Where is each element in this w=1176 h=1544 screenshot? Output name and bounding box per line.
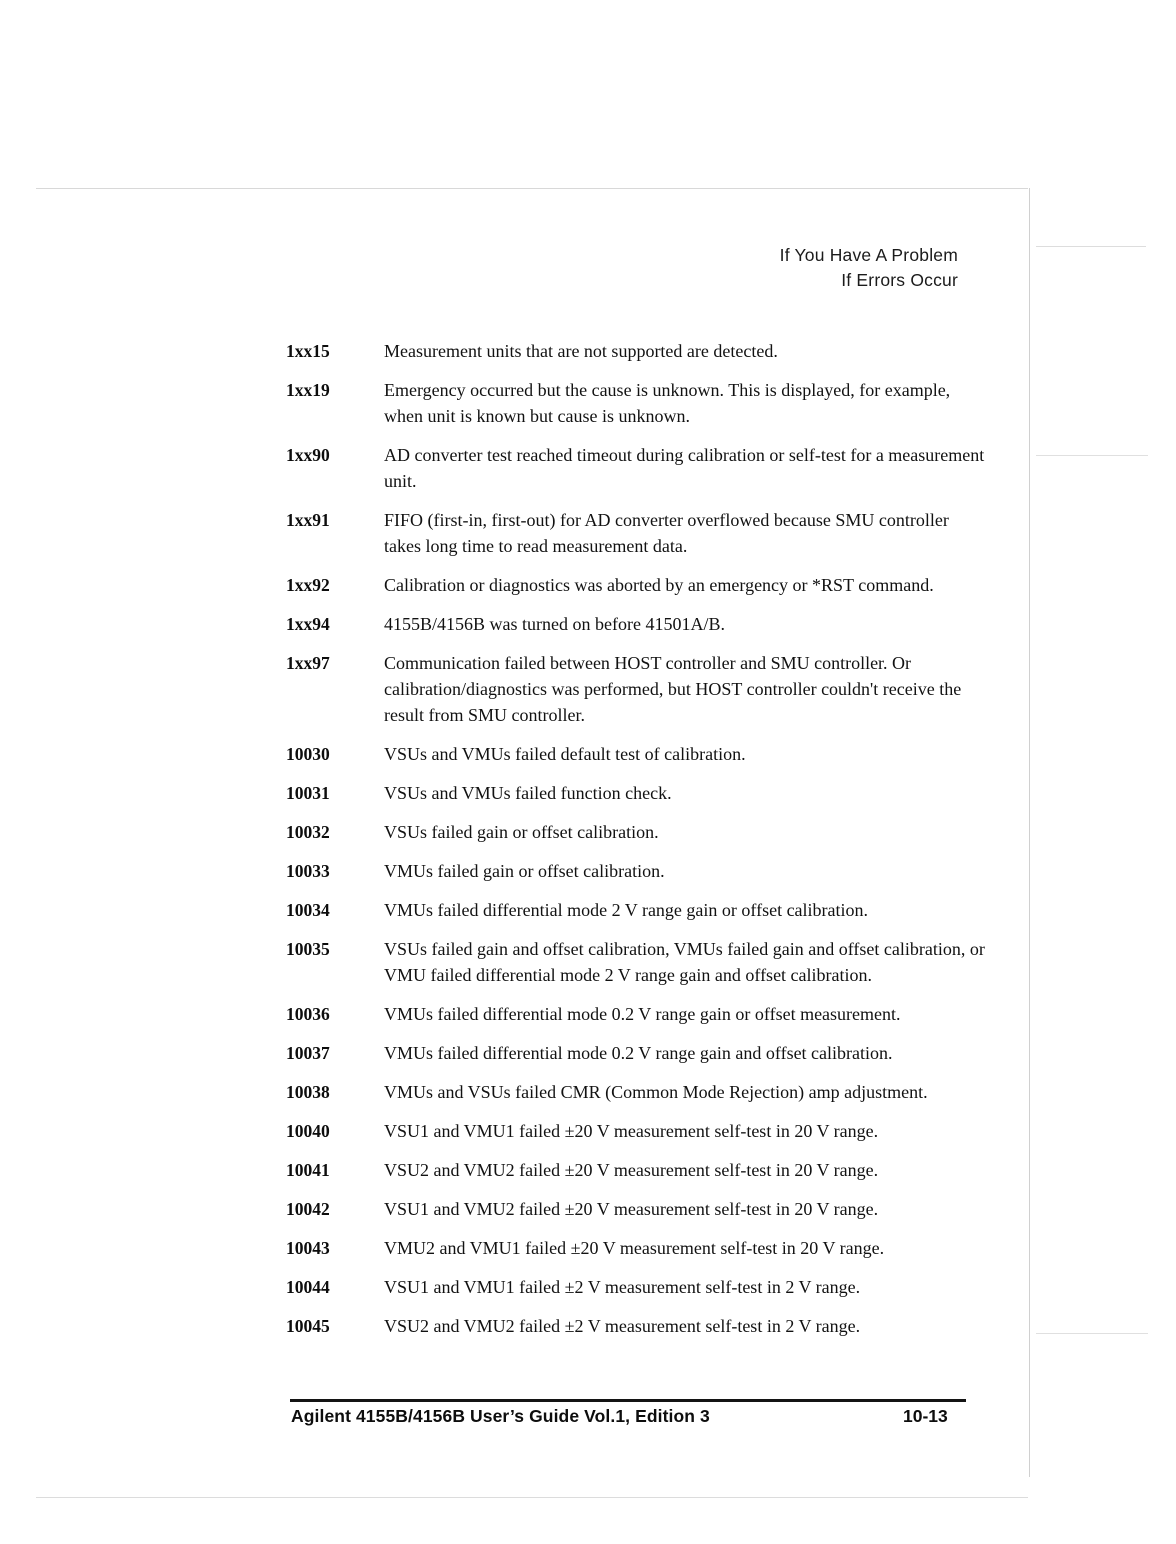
error-description: VSU2 and VMU2 failed ±20 V measurement self-test in 20 V range. [384,1160,879,1180]
error-list-item [286,1235,986,1261]
running-header-line2: If Errors Occur [841,270,958,290]
error-description: VSUs failed gain or offset calibration. [384,822,659,842]
error-description: VSU2 and VMU2 failed ±2 V measurement self-test in 2 V range. [384,1316,861,1336]
error-description: VSUs and VMUs failed function check. [384,783,672,803]
error-code: 10041 [286,1160,330,1180]
error-code: 1xx19 [286,380,330,400]
error-code: 10035 [286,939,330,959]
error-list-item [286,507,986,559]
error-code: 10033 [286,861,330,881]
error-description: AD converter test reached timeout during calibration or self-test for a measurement unit. [384,445,985,491]
error-code: 10043 [286,1238,330,1258]
error-list-item [286,936,986,988]
error-code: 10044 [286,1277,330,1297]
error-code: 10030 [286,744,330,764]
error-description: VMUs failed differential mode 0.2 V range gain and offset calibration. [384,1043,893,1063]
error-code: 10032 [286,822,330,842]
error-description: Measurement units that are not supported are detected. [384,341,778,361]
error-list-item [286,1157,986,1183]
error-list-item [286,1274,986,1300]
error-description: Emergency occurred but the cause is unknown. This is displayed, for example, when unit is known but cause is unknown. [384,380,951,426]
error-list-item [286,611,986,637]
error-description: VSUs and VMUs failed default test of calibration. [384,744,746,764]
scan-edge-right [1029,188,1030,1477]
scan-edge-top [36,188,1028,189]
error-code: 10034 [286,900,330,920]
error-list-item [286,1040,986,1066]
error-description: VSU1 and VMU2 failed ±20 V measurement self-test in 20 V range. [384,1199,879,1219]
error-code: 10042 [286,1199,330,1219]
error-code: 1xx92 [286,575,330,595]
error-list-item [286,1196,986,1222]
error-description: VMUs failed differential mode 2 V range gain or offset calibration. [384,900,869,920]
error-list-item [286,442,986,494]
error-code: 10036 [286,1004,330,1024]
error-list-item [286,741,986,767]
error-description: Communication failed between HOST controller and SMU controller. Or calibration/diagnostics was performed, but HOST controller couldn't receive the result from SMU controller. [384,653,962,725]
footer-title: Agilent 4155B/4156B User’s Guide Vol.1, Edition 3 [291,1406,710,1426]
error-description: VMUs failed gain or offset calibration. [384,861,665,881]
error-description: VMU2 and VMU1 failed ±20 V measurement self-test in 20 V range. [384,1238,885,1258]
error-code: 1xx91 [286,510,330,530]
scan-artifact-mark [1036,246,1146,247]
error-description: FIFO (first-in, first-out) for AD converter overflowed because SMU controller takes long time to read measurement data. [384,510,949,556]
error-description: VMUs failed differential mode 0.2 V range gain or offset measurement. [384,1004,901,1024]
running-header [780,243,958,293]
error-description: VSU1 and VMU1 failed ±20 V measurement self-test in 20 V range. [384,1121,879,1141]
error-list-item [286,572,986,598]
error-code: 10040 [286,1121,330,1141]
running-header-line1: If You Have A Problem [779,245,958,265]
error-code: 10031 [286,783,330,803]
error-code: 1xx97 [286,653,330,673]
error-description: VMUs and VSUs failed CMR (Common Mode Rejection) amp adjustment. [384,1082,928,1102]
error-code: 10038 [286,1082,330,1102]
error-list-item [286,650,986,728]
error-list-item [286,1079,986,1105]
footer-page-number: 10-13 [903,1406,948,1426]
error-list-item [286,377,986,429]
error-code: 1xx15 [286,341,330,361]
error-list-item [286,338,986,364]
error-description: VSU1 and VMU1 failed ±2 V measurement self-test in 2 V range. [384,1277,861,1297]
scan-artifact-mark [1036,1333,1148,1334]
error-list-item [286,1313,986,1339]
error-list-item [286,1001,986,1027]
error-code: 1xx94 [286,614,330,634]
error-description: VSUs failed gain and offset calibration, VMUs failed gain and offset calibration, or VMU failed differential mode 2 V range gain and offset calibration. [384,939,985,985]
error-code-list [286,338,986,1352]
error-list-item [286,1118,986,1144]
error-list-item [286,897,986,923]
error-list-item [286,819,986,845]
scan-artifact-mark [1036,455,1148,456]
footer-divider [290,1399,966,1402]
scan-edge-bottom [36,1497,1028,1498]
error-code: 10037 [286,1043,330,1063]
error-list-item [286,858,986,884]
error-description: 4155B/4156B was turned on before 41501A/B. [384,614,725,634]
error-description: Calibration or diagnostics was aborted by an emergency or *RST command. [384,575,934,595]
error-list-item [286,780,986,806]
error-code: 1xx90 [286,445,330,465]
error-code: 10045 [286,1316,330,1336]
